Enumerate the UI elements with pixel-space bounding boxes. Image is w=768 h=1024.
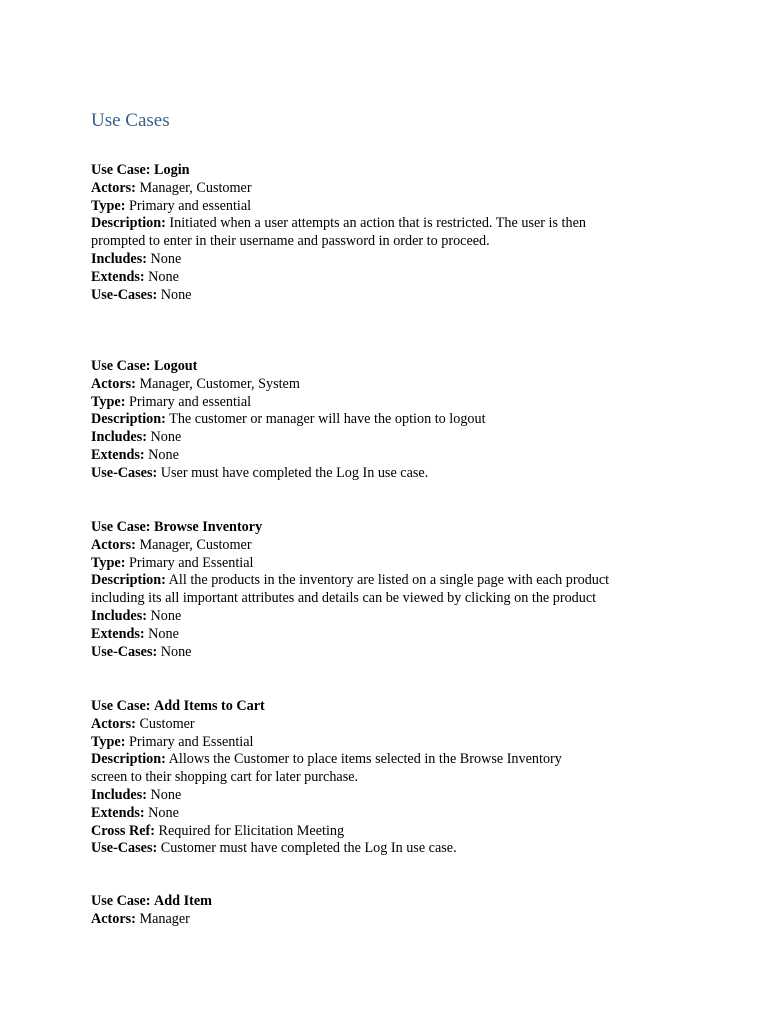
field-label: Use-Cases: [91,840,158,857]
use-case-name: Browse Inventory [154,519,263,535]
includes-row [91,608,691,626]
field-label: Extends: [91,446,145,463]
type-row [91,555,691,573]
description-value: All the products in the inventory are listed on a single page with each product [168,572,610,589]
use-cases-row [91,644,691,662]
description-value: The customer or manager will have the option to logout [169,411,486,428]
type-row [91,734,691,752]
field-label: Use Case: [91,893,151,909]
use-case-add-item [91,893,691,929]
extends-value: None [148,268,179,285]
type-value: Primary and Essential [128,733,254,750]
cross-ref-value: Required for Elicitation Meeting [158,822,345,839]
field-label: Description: [91,572,166,589]
use-case-name: Login [154,162,190,178]
actors-row [91,180,691,198]
actors-row [91,376,691,394]
includes-value: None [150,250,182,267]
field-label: Type: [91,554,126,571]
type-row [91,198,691,216]
type-value: Primary and essential [128,197,252,214]
field-label: Includes: [91,429,147,446]
includes-row [91,429,691,447]
extends-value: None [148,625,179,642]
field-label: Description: [91,215,166,232]
description-row [91,411,691,429]
field-label: Use Case: [91,519,151,535]
actors-value: Manager, Customer, System [139,375,300,392]
actors-value: Manager, Customer [139,179,252,196]
extends-row [91,447,691,465]
description-value: Allows the Customer to place items selected in the Browse Inventory [168,751,562,768]
includes-value: None [150,429,182,446]
use-case-name: Add Items to Cart [154,698,265,714]
field-label: Use Case: [91,698,151,714]
field-label: Type: [91,393,126,410]
description-row [91,215,691,233]
field-label: Actors: [91,536,136,553]
use-cases-row [91,287,691,305]
field-label: Use-Cases: [91,643,158,660]
field-label: Description: [91,751,166,768]
field-label: Extends: [91,268,145,285]
field-label: Extends: [91,804,145,821]
extends-row [91,626,691,644]
extends-row [91,269,691,287]
use-cases-row [91,840,691,858]
use-case-title [91,519,691,537]
includes-row [91,787,691,805]
type-row [91,394,691,412]
actors-row [91,716,691,734]
field-label: Use-Cases: [91,286,158,303]
use-case-title [91,358,691,376]
actors-row [91,537,691,555]
field-label: Type: [91,733,126,750]
description-continuation: screen to their shopping cart for later purchase. [91,769,359,786]
field-label: Includes: [91,250,147,267]
cross-ref-row [91,823,691,841]
field-label: Extends: [91,625,145,642]
use-cases-value: User must have completed the Log In use case. [160,464,429,481]
use-case-browse-inventory [91,519,691,661]
field-label: Cross Ref: [91,822,155,839]
actors-value: Manager, Customer [139,536,252,553]
use-case-add-items-to-cart [91,698,691,858]
description-continuation: prompted to enter in their username and password in order to proceed. [91,233,490,250]
description-row [91,572,691,590]
extends-value: None [148,446,179,463]
use-cases-value: Customer must have completed the Log In use case. [160,840,457,857]
field-label: Use Case: [91,162,151,178]
use-case-title [91,698,691,716]
field-label: Use-Cases: [91,464,158,481]
use-case-title [91,162,691,180]
field-label: Type: [91,197,126,214]
use-case-name: Add Item [154,893,212,909]
use-case-title [91,893,691,911]
actors-value: Customer [139,715,195,732]
includes-row [91,251,691,269]
field-label: Use Case: [91,358,151,374]
field-label: Includes: [91,607,147,624]
use-cases-row [91,465,691,483]
use-case-login [91,162,691,304]
description-continuation: including its all important attributes and details can be viewed by clicking on the product [91,590,597,607]
use-case-name: Logout [154,358,198,374]
actors-row [91,911,691,929]
extends-row [91,805,691,823]
field-label: Actors: [91,179,136,196]
section-heading: Use Cases [91,110,170,131]
field-label: Description: [91,411,166,428]
description-value: Initiated when a user attempts an action that is restricted. The user is then [169,215,586,232]
description-row [91,751,691,769]
actors-value: Manager [139,910,190,927]
type-value: Primary and Essential [128,554,254,571]
field-label: Includes: [91,786,147,803]
includes-value: None [150,786,182,803]
use-case-logout [91,358,691,483]
use-cases-value: None [160,643,192,660]
field-label: Actors: [91,910,136,927]
field-label: Actors: [91,375,136,392]
field-label: Actors: [91,715,136,732]
use-cases-value: None [160,286,192,303]
extends-value: None [148,804,179,821]
type-value: Primary and essential [128,393,252,410]
includes-value: None [150,607,182,624]
